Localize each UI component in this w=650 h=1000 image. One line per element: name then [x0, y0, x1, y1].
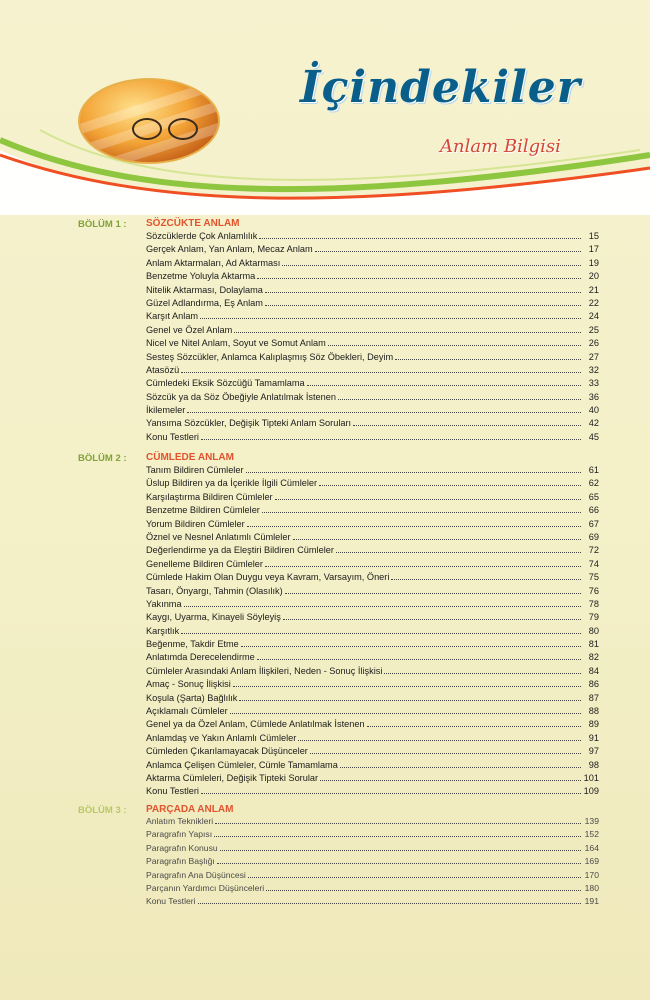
section-label: BÖLÜM 3 : [78, 805, 127, 816]
section-title: CÜMLEDE ANLAM [146, 452, 234, 463]
reading-glasses-photo [78, 78, 220, 164]
section-label: BÖLÜM 1 : [78, 219, 127, 230]
toc-entry: Nicel ve Nitel Anlam, Soyut ve Somut Anlam 26 [146, 338, 599, 349]
toc-content [70, 205, 615, 915]
toc-entry: Paragrafın Yapısı 152 [146, 829, 599, 840]
toc-entry: Kaygı, Uyarma, Kinayeli Söyleyiş 79 [146, 612, 599, 623]
toc-entry: Beğenme, Takdir Etme 81 [146, 639, 599, 650]
toc-entry: Sözcüklerde Çok Anlamlılık 15 [146, 231, 599, 241]
toc-entry-list [146, 231, 599, 445]
toc-entry: Tasarı, Önyargı, Tahmin (Olasılık) 76 [146, 585, 599, 596]
toc-entry: Yansıma Sözcükler, Değişik Tipteki Anlam Soruları 42 [146, 418, 599, 429]
toc-entry: Anlamca Çelişen Cümleler, Cümle Tamamlama 98 [146, 759, 599, 770]
toc-entry: Öznel ve Nesnel Anlatımlı Cümleler 69 [146, 531, 599, 542]
toc-entry: Cümledeki Eksik Sözcüğü Tamamlama 33 [146, 378, 599, 389]
toc-entry: Anlatımda Derecelendirme 82 [146, 652, 599, 663]
toc-entry: Paragrafın Ana Düşüncesi 170 [146, 869, 599, 880]
toc-entry: Paragrafın Başlığı 169 [146, 856, 599, 867]
page-header [0, 0, 650, 215]
toc-entry: Benzetme Bildiren Cümleler 66 [146, 505, 599, 516]
toc-entry: Yorum Bildiren Cümleler 67 [146, 518, 599, 529]
toc-entry: Benzetme Yoluyla Aktarma 20 [146, 271, 599, 282]
toc-entry: Koşula (Şarta) Bağlılık 87 [146, 692, 599, 703]
toc-entry: Paragrafın Konusu 164 [146, 842, 599, 853]
toc-entry: Anlatım Teknikleri 139 [146, 816, 599, 826]
toc-entry: Yakınma 78 [146, 598, 599, 609]
section-title: SÖZCÜKTE ANLAM [146, 218, 240, 229]
toc-entry: Nitelik Aktarması, Dolaylama 21 [146, 284, 599, 295]
toc-entry-list [146, 816, 599, 910]
toc-entry: Cümleden Çıkarılamayacak Düşünceler 97 [146, 746, 599, 757]
toc-entry: Konu Testleri 191 [146, 896, 599, 907]
toc-entry: Genel ve Özel Anlam 25 [146, 324, 599, 335]
toc-entry: Cümlede Hakim Olan Duygu veya Kavram, Varsayım, Öneri 75 [146, 572, 599, 583]
toc-entry: Güzel Adlandırma, Eş Anlam 22 [146, 297, 599, 308]
section-label: BÖLÜM 2 : [78, 453, 127, 464]
toc-entry: Genelleme Bildiren Cümleler 74 [146, 558, 599, 569]
toc-entry: Karşıtlık 80 [146, 625, 599, 636]
toc-entry: Anlam Aktarmaları, Ad Aktarması 19 [146, 257, 599, 268]
toc-entry: Karşılaştırma Bildiren Cümleler 65 [146, 491, 599, 502]
toc-entry: Konu Testleri 109 [146, 786, 599, 797]
page-title: İçindekiler [300, 62, 581, 113]
toc-entry: Gerçek Anlam, Yan Anlam, Mecaz Anlam 17 [146, 244, 599, 255]
toc-entry: Açıklamalı Cümleler 88 [146, 706, 599, 717]
toc-entry: Atasözü 32 [146, 364, 599, 375]
page-subtitle: Anlam Bilgisi [440, 136, 561, 157]
toc-entry: Sözcük ya da Söz Öbeğiyle Anlatılmak İstenen 36 [146, 391, 599, 402]
section-title: PARÇADA ANLAM [146, 804, 234, 815]
toc-entry: Konu Testleri 45 [146, 431, 599, 442]
toc-entry: Tanım Bildiren Cümleler 61 [146, 465, 599, 475]
toc-entry: Cümleler Arasındaki Anlam İlişkileri, Neden - Sonuç İlişkisi 84 [146, 665, 599, 676]
toc-entry: Sesteş Sözcükler, Anlamca Kalıplaşmış Söz Öbekleri, Deyim 27 [146, 351, 599, 362]
toc-entry: Genel ya da Özel Anlam, Cümlede Anlatılmak İstenen 89 [146, 719, 599, 730]
toc-entry: Karşıt Anlam 24 [146, 311, 599, 322]
toc-entry: Amaç - Sonuç İlişkisi 86 [146, 679, 599, 690]
toc-entry: Parçanın Yardımcı Düşünceleri 180 [146, 882, 599, 893]
toc-entry: İkilemeler 40 [146, 405, 599, 416]
toc-entry: Aktarma Cümleleri, Değişik Tipteki Sorular 101 [146, 772, 599, 783]
toc-entry: Anlamdaş ve Yakın Anlamlı Cümleler 91 [146, 732, 599, 743]
toc-entry: Değerlendirme ya da Eleştiri Bildiren Cümleler 72 [146, 545, 599, 556]
toc-entry: Üslup Bildiren ya da İçerikle İlgili Cümleler 62 [146, 478, 599, 489]
glasses-icon [132, 118, 162, 140]
toc-entry-list [146, 465, 599, 800]
